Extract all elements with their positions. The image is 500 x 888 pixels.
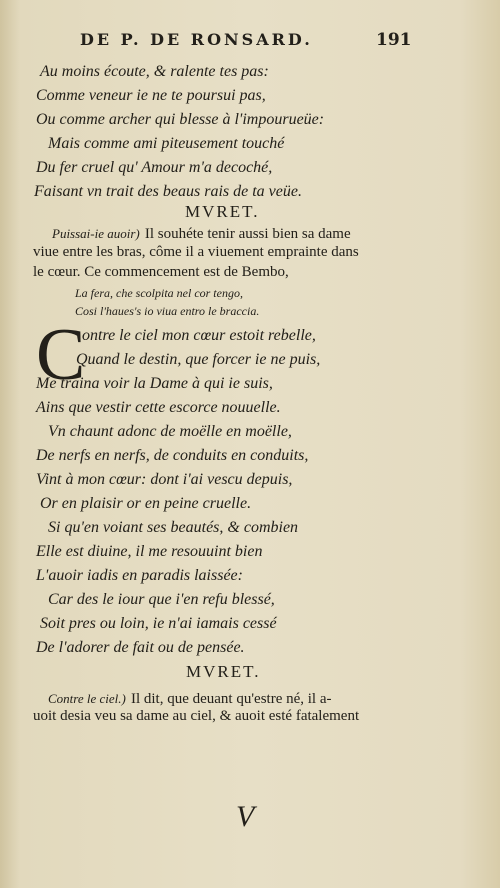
sonnet-line: De l'adorer de fait ou de pensée.: [36, 639, 245, 656]
commentary-text: uoit desia veu sa dame au ciel, & auoit esté fatalement: [33, 708, 360, 724]
commentary-lemma: Contre le ciel.): [48, 691, 126, 706]
commentary-lemma: Puissai-ie auoir): [52, 226, 140, 241]
sonnet-line: L'auoir iadis en paradis laissée:: [36, 567, 243, 584]
verse-line: Ou comme archer qui blesse à l'impourueüe:: [36, 111, 325, 128]
commentary-text: le cœur. Ce commencement est de Bembo,: [33, 264, 289, 280]
sonnet-line: Ains que vestir cette escorce nouuelle.: [36, 399, 281, 416]
sonnet-line: Quand le destin, que forcer ie ne puis,: [76, 351, 321, 368]
sonnet-line: Vint à mon cœur: dont i'ai vescu depuis,: [36, 471, 293, 488]
sonnet-line: De nerfs en nerfs, de conduits en conduits,: [36, 447, 309, 464]
sonnet-line: Vn chaunt adonc de moëlle en moëlle,: [48, 423, 292, 440]
commentary-text: viue entre les bras, côme il a viuement emprainte dans: [33, 244, 359, 260]
sonnet-line: Si qu'en voiant ses beautés, & combien: [48, 519, 299, 536]
sonnet-line: Car des le iour que i'en refu blessé,: [48, 591, 275, 608]
page-number: 191: [376, 30, 412, 50]
sonnet-line: Me traina voir la Dame à qui ie suis,: [36, 375, 273, 392]
commentary-text: Il souhéte tenir aussi bien sa dame: [144, 226, 351, 242]
sonnet-line: ontre le ciel mon cœur estoit rebelle,: [82, 327, 316, 344]
drop-cap: C: [36, 314, 86, 396]
signature-mark: V: [236, 800, 255, 833]
sonnet-line: Elle est diuine, il me resouuint bien: [36, 543, 263, 560]
commentary-text: Il dit, que deuant qu'estre né, il a-: [130, 691, 332, 707]
sonnet-line: Or en plaisir or en peine cruelle.: [40, 495, 252, 512]
verse-line: Du fer cruel qu' Amour m'a decoché,: [36, 159, 273, 176]
verse-line: Mais comme ami piteusement touché: [48, 135, 285, 152]
verse-line: Au moins écoute, & ralente tes pas:: [40, 63, 269, 80]
commentary-heading: MVRET.: [186, 662, 261, 681]
verse-line: Comme veneur ie ne te poursui pas,: [36, 87, 266, 104]
sonnet-line: Soit pres ou loin, ie n'ai iamais cessé: [40, 615, 277, 632]
commentary-first-line: [52, 223, 351, 243]
commentary-first-line: [48, 688, 332, 708]
running-title: DE P. DE RONSARD.: [80, 30, 313, 49]
italian-quote-line: Cosi l'haues's io viua entro le braccia.: [75, 304, 260, 318]
verse-line: Faisant vn trait des beaus rais de ta veüe.: [34, 183, 302, 200]
commentary-heading: MVRET.: [185, 202, 260, 221]
italian-quote-line: La fera, che scolpita nel cor tengo,: [75, 286, 243, 300]
